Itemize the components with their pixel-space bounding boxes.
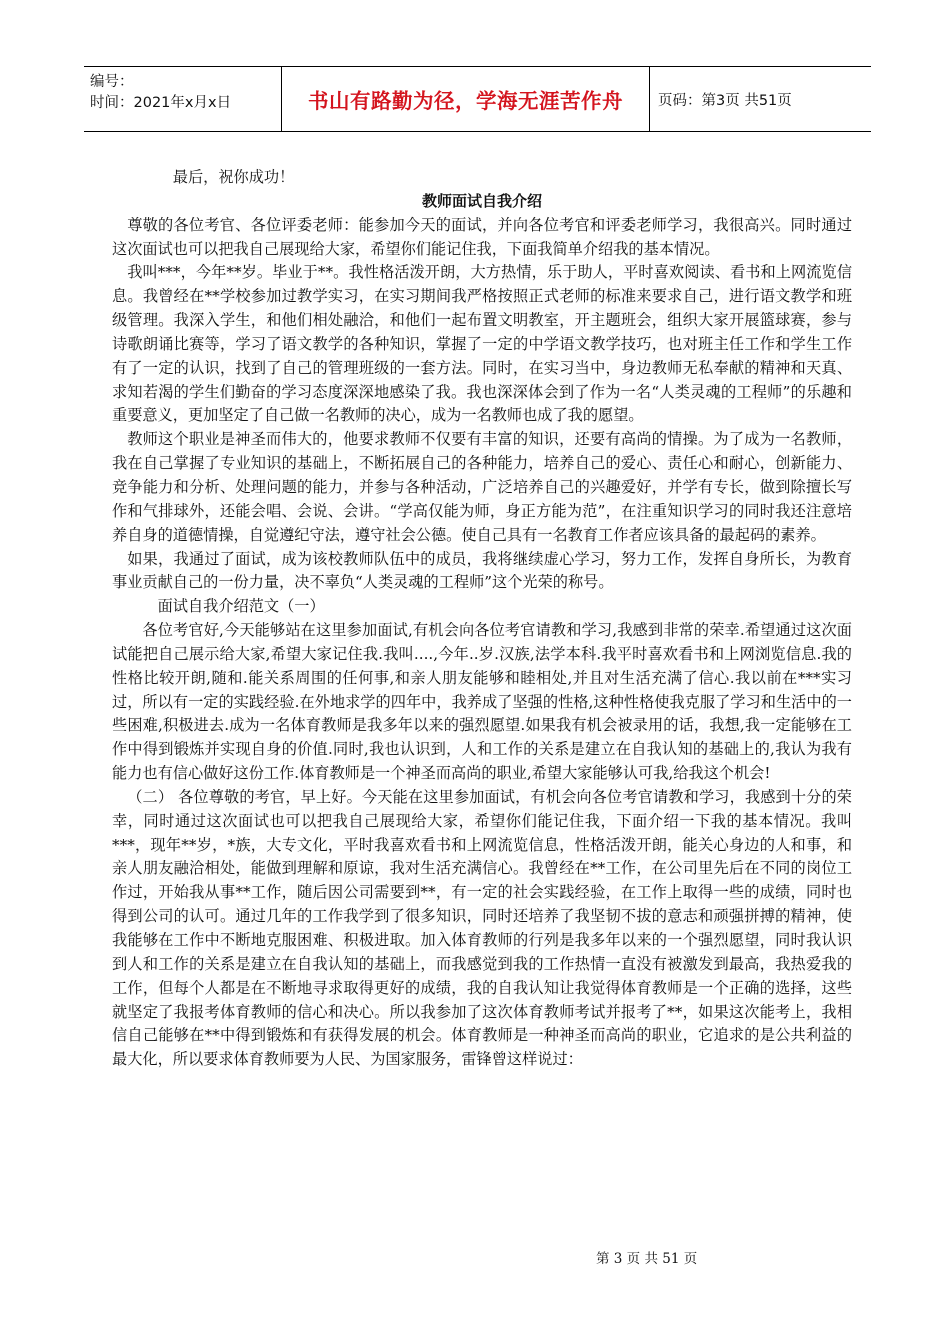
header-motto: 书山有路勤为径，学海无涯苦作舟 — [282, 67, 650, 131]
sample-1: 各位考官好,今天能够站在这里参加面试,有机会向各位考官请教和学习,我感到非常的荣幸.希望通过这次面试能把自己展示给大家,希望大家记住我.我叫....,今年..岁.汉族,法学本科.我平时喜欢看书和上网浏览信息.我的性格比较开朗,随和.能关系周围的任何事,和亲人朋友能够和睦相处,并且对生活充满了信心.我以前在***实习过，所以有一定的实践经验.在外地求学的四年中，我养成了坚强的性格,这种性格使我克服了学习和生活中的一些困难,积极进去.成为一名体育教师是我多年以来的强烈愿望.如果我有机会被录用的话，我想,我一定能够在工作中得到锻炼并实现自身的价值.同时,我也认识到，人和工作的关系是建立在自我认知的基础上的,我认为我有能力也有信心做好这份工作.体育教师是一个神圣而高尚的职业,希望大家能够认可我,给我这个机会! — [112, 621, 852, 783]
sample-2: （二） 各位尊敬的考官，早上好。今天能在这里参加面试，有机会向各位考官请教和学习，我感到十分的荣幸，同时通过这次面试也可以把我自己展现给大家，希望你们能记住我，下面介绍一下我的基本情况。我叫***，现年**岁，*族，大专文化，平时我喜欢看书和上网流览信息，性格活泼开朗，能关心身边的人和事，和亲人朋友融洽相处，能做到理解和原谅，我对生活充满信心。我曾经在**工作，在公司里先后在不同的岗位工作过，开始我从事**工作，随后因公司需要到**，有一定的社会实践经验，在工作上取得一些的成绩，同时也得到公司的认可。通过几年的工作我学到了很多知识，同时还培养了我坚韧不拔的意志和顽强拼搏的精神，使我能够在工作中不断地克服困难、积极进取。加入体育教师的行列是我多年以来的一个强烈愿望，同时我认识到人和工作的关系是建立在自我认知的基础上，而我感觉到我的工作热情一直没有被激发到最高，我热爱我的工作，但每个人都是在不断地寻求取得更好的成绩，我的自我认知让我觉得体育教师是一个正确的选择，这些就坚定了我报考体育教师的信心和决心。所以我参加了这次体育教师考试并报考了**，如果这次能考上，我相信自己能够在**中得到锻炼和有获得发展的机会。体育教师是一种神圣而高尚的职业，它追求的是公共利益的最大化，所以要求体育教师要为人民、为国家服务，雷锋曾这样说过： — [112, 787, 852, 1069]
doc-time: 时间：2021年x月x日 — [90, 95, 232, 111]
sample-heading: 面试自我介绍范文（一） — [157, 597, 325, 616]
paragraph-1: 尊敬的各位考官、各位评委老师：能参加今天的面试，并向各位考官和评委老师学习，我很高兴。同时通过这次面试也可以把我自己展现给大家，希望你们能记住我，下面我简单介绍我的基本情况。 — [112, 215, 852, 258]
document-body — [112, 166, 852, 1072]
doc-number: 编号： — [90, 74, 134, 90]
header-page-info: 页码：第3页 共51页 — [658, 92, 792, 109]
header-meta — [84, 67, 282, 131]
paragraph-4: 如果，我通过了面试，成为该校教师队伍中的成员，我将继续虚心学习，努力工作，发挥自身所长，为教育事业贡献自己的一份力量，决不辜负“人类灵魂的工程师”这个光荣的称号。 — [112, 549, 852, 592]
paragraph-2: 我叫***，今年**岁。毕业于**。我性格活泼开朗，大方热情，乐于助人，平时喜欢阅读、看书和上网流览信息。我曾经在**学校参加过教学实习，在实习期间我严格按照正式老师的标准来要求自己，进行语文教学和班级管理。我深入学生，和他们相处融洽，和他们一起布置文明教室，开主题班会，组织大家开展篮球赛，参与诗歌朗诵比赛等，学习了语文教学的各种知识，掌握了一定的中学语文教学技巧，也对班主任工作和学生工作有了一定的认识，找到了自己的管理班级的一套方法。同时，在实习当中，身边教师无私奉献的精神和天真、求知若渴的学生们勤奋的学习态度深深地感染了我。我也深深体会到了作为一名“人类灵魂的工程师”的乐趣和重要意义，更加坚定了自己做一名教师的决心，成为一名教师也成了我的愿望。 — [112, 263, 852, 425]
paragraph-3: 教师这个职业是神圣而伟大的，他要求教师不仅要有丰富的知识，还要有高尚的情操。为了成为一名教师，我在自己掌握了专业知识的基础上，不断拓展自己的各种能力，培养自己的爱心、责任心和耐心，创新能力、竞争能力和分析、处理问题的能力，并参与各种活动，广泛培养自己的兴趣爱好，并学有专长，做到除擅长写作和气排球外，还能会唱、会说、会讲。“学高仅能为师，身正方能为范”，在注重知识学习的同时我还注意培养自身的道德情操，自觉遵纪守法，遵守社会公德。使自己具有一名教育工作者应该具备的最起码的素养。 — [112, 430, 852, 544]
closing-line: 最后，祝你成功！ — [172, 168, 295, 186]
header-table — [84, 66, 871, 132]
page-footer: 第 3 页 共 51 页 — [596, 1251, 698, 1267]
section-title: 教师面试自我介绍 — [421, 191, 542, 210]
